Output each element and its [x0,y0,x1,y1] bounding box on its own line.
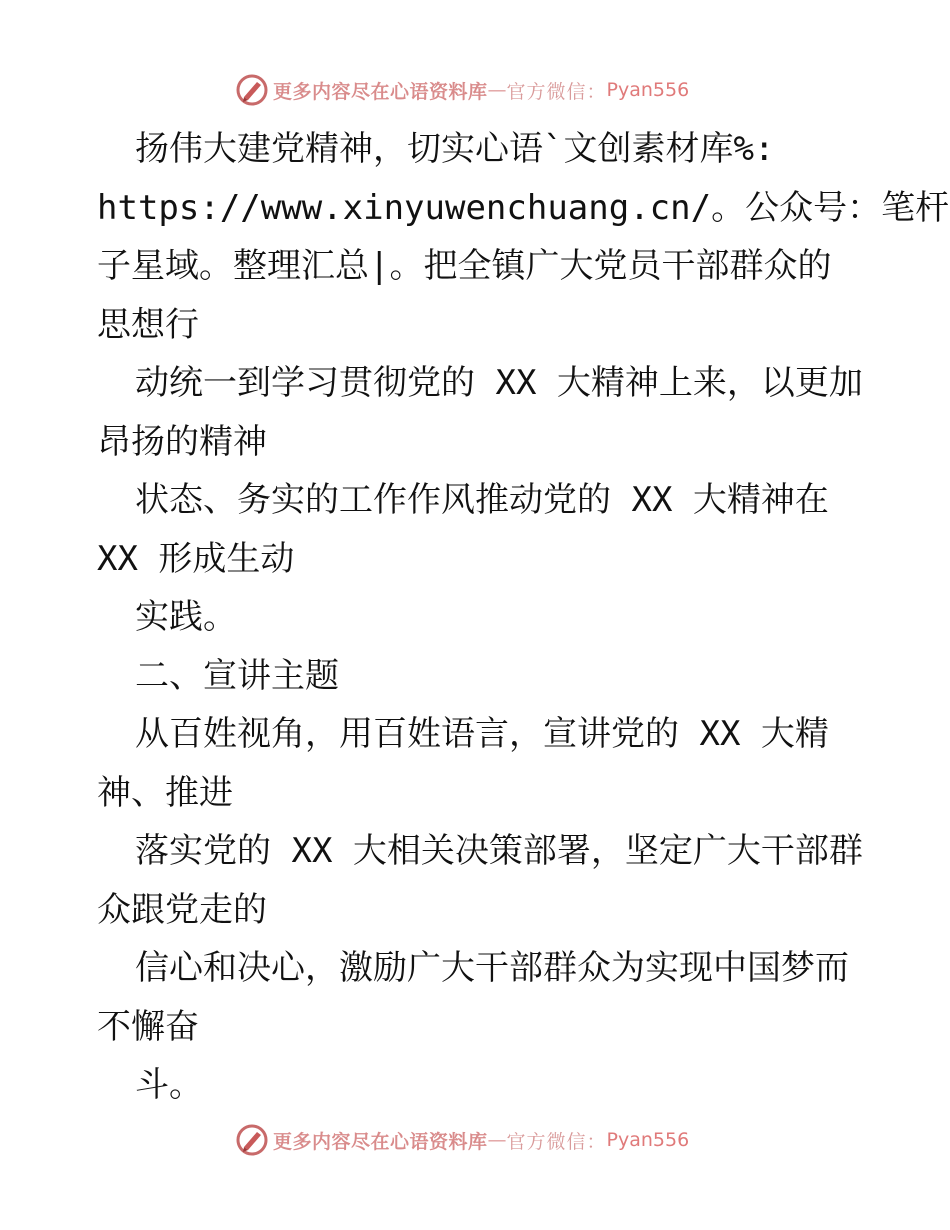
watermark-wechat-label: 官方微信： [506,1130,607,1153]
watermark-separator: — [487,1129,507,1151]
body-line: 众跟党走的 [97,889,267,930]
watermark-brand: 更多内容尽在心语资料库 [273,80,488,103]
footer-watermark [235,1122,689,1158]
body-line: 动统一到学习贯彻党的 XX 大精神上来，以更加 [135,363,863,403]
body-line: XX 形成生动 [97,538,295,579]
body-line: 思想行 [97,304,199,345]
watermark-separator: — [487,79,507,101]
body-line: 从百姓视角，用百姓语言，宣讲党的 XX 大精 [135,714,829,754]
body-line: 实践。 [135,597,237,637]
body-line: 斗。 [135,1065,203,1105]
body-line: 子星域。整理汇总|。把全镇广大党员干部群众的 [97,246,832,286]
header-watermark [235,72,689,108]
pen-logo-icon [235,73,269,107]
body-line: 昂扬的精神 [97,421,267,462]
body-line: 状态、务实的工作作风推动党的 XX 大精神在 [135,480,829,520]
document-body [97,120,950,1115]
body-line: 神、推进 [97,772,233,813]
watermark-brand: 更多内容尽在心语资料库 [273,1130,488,1153]
body-line: 落实党的 XX 大相关决策部署，坚定广大干部群 [135,831,863,871]
watermark-wechat-id: Pyan556 [606,79,690,101]
body-line: 不懈奋 [97,1006,199,1047]
body-line: 扬伟大建党精神，切实心语`文创素材库%: [135,129,775,169]
body-line: https://www.xinyuwenchuang.cn/。公众号：笔杆 [97,187,950,228]
section-heading: 二、宣讲主题 [135,655,339,696]
pen-logo-icon [235,1123,269,1157]
watermark-wechat-id: Pyan556 [606,1129,690,1151]
body-line: 信心和决心，激励广大干部群众为实现中国梦而 [135,948,849,988]
watermark-wechat-label: 官方微信： [506,80,607,103]
